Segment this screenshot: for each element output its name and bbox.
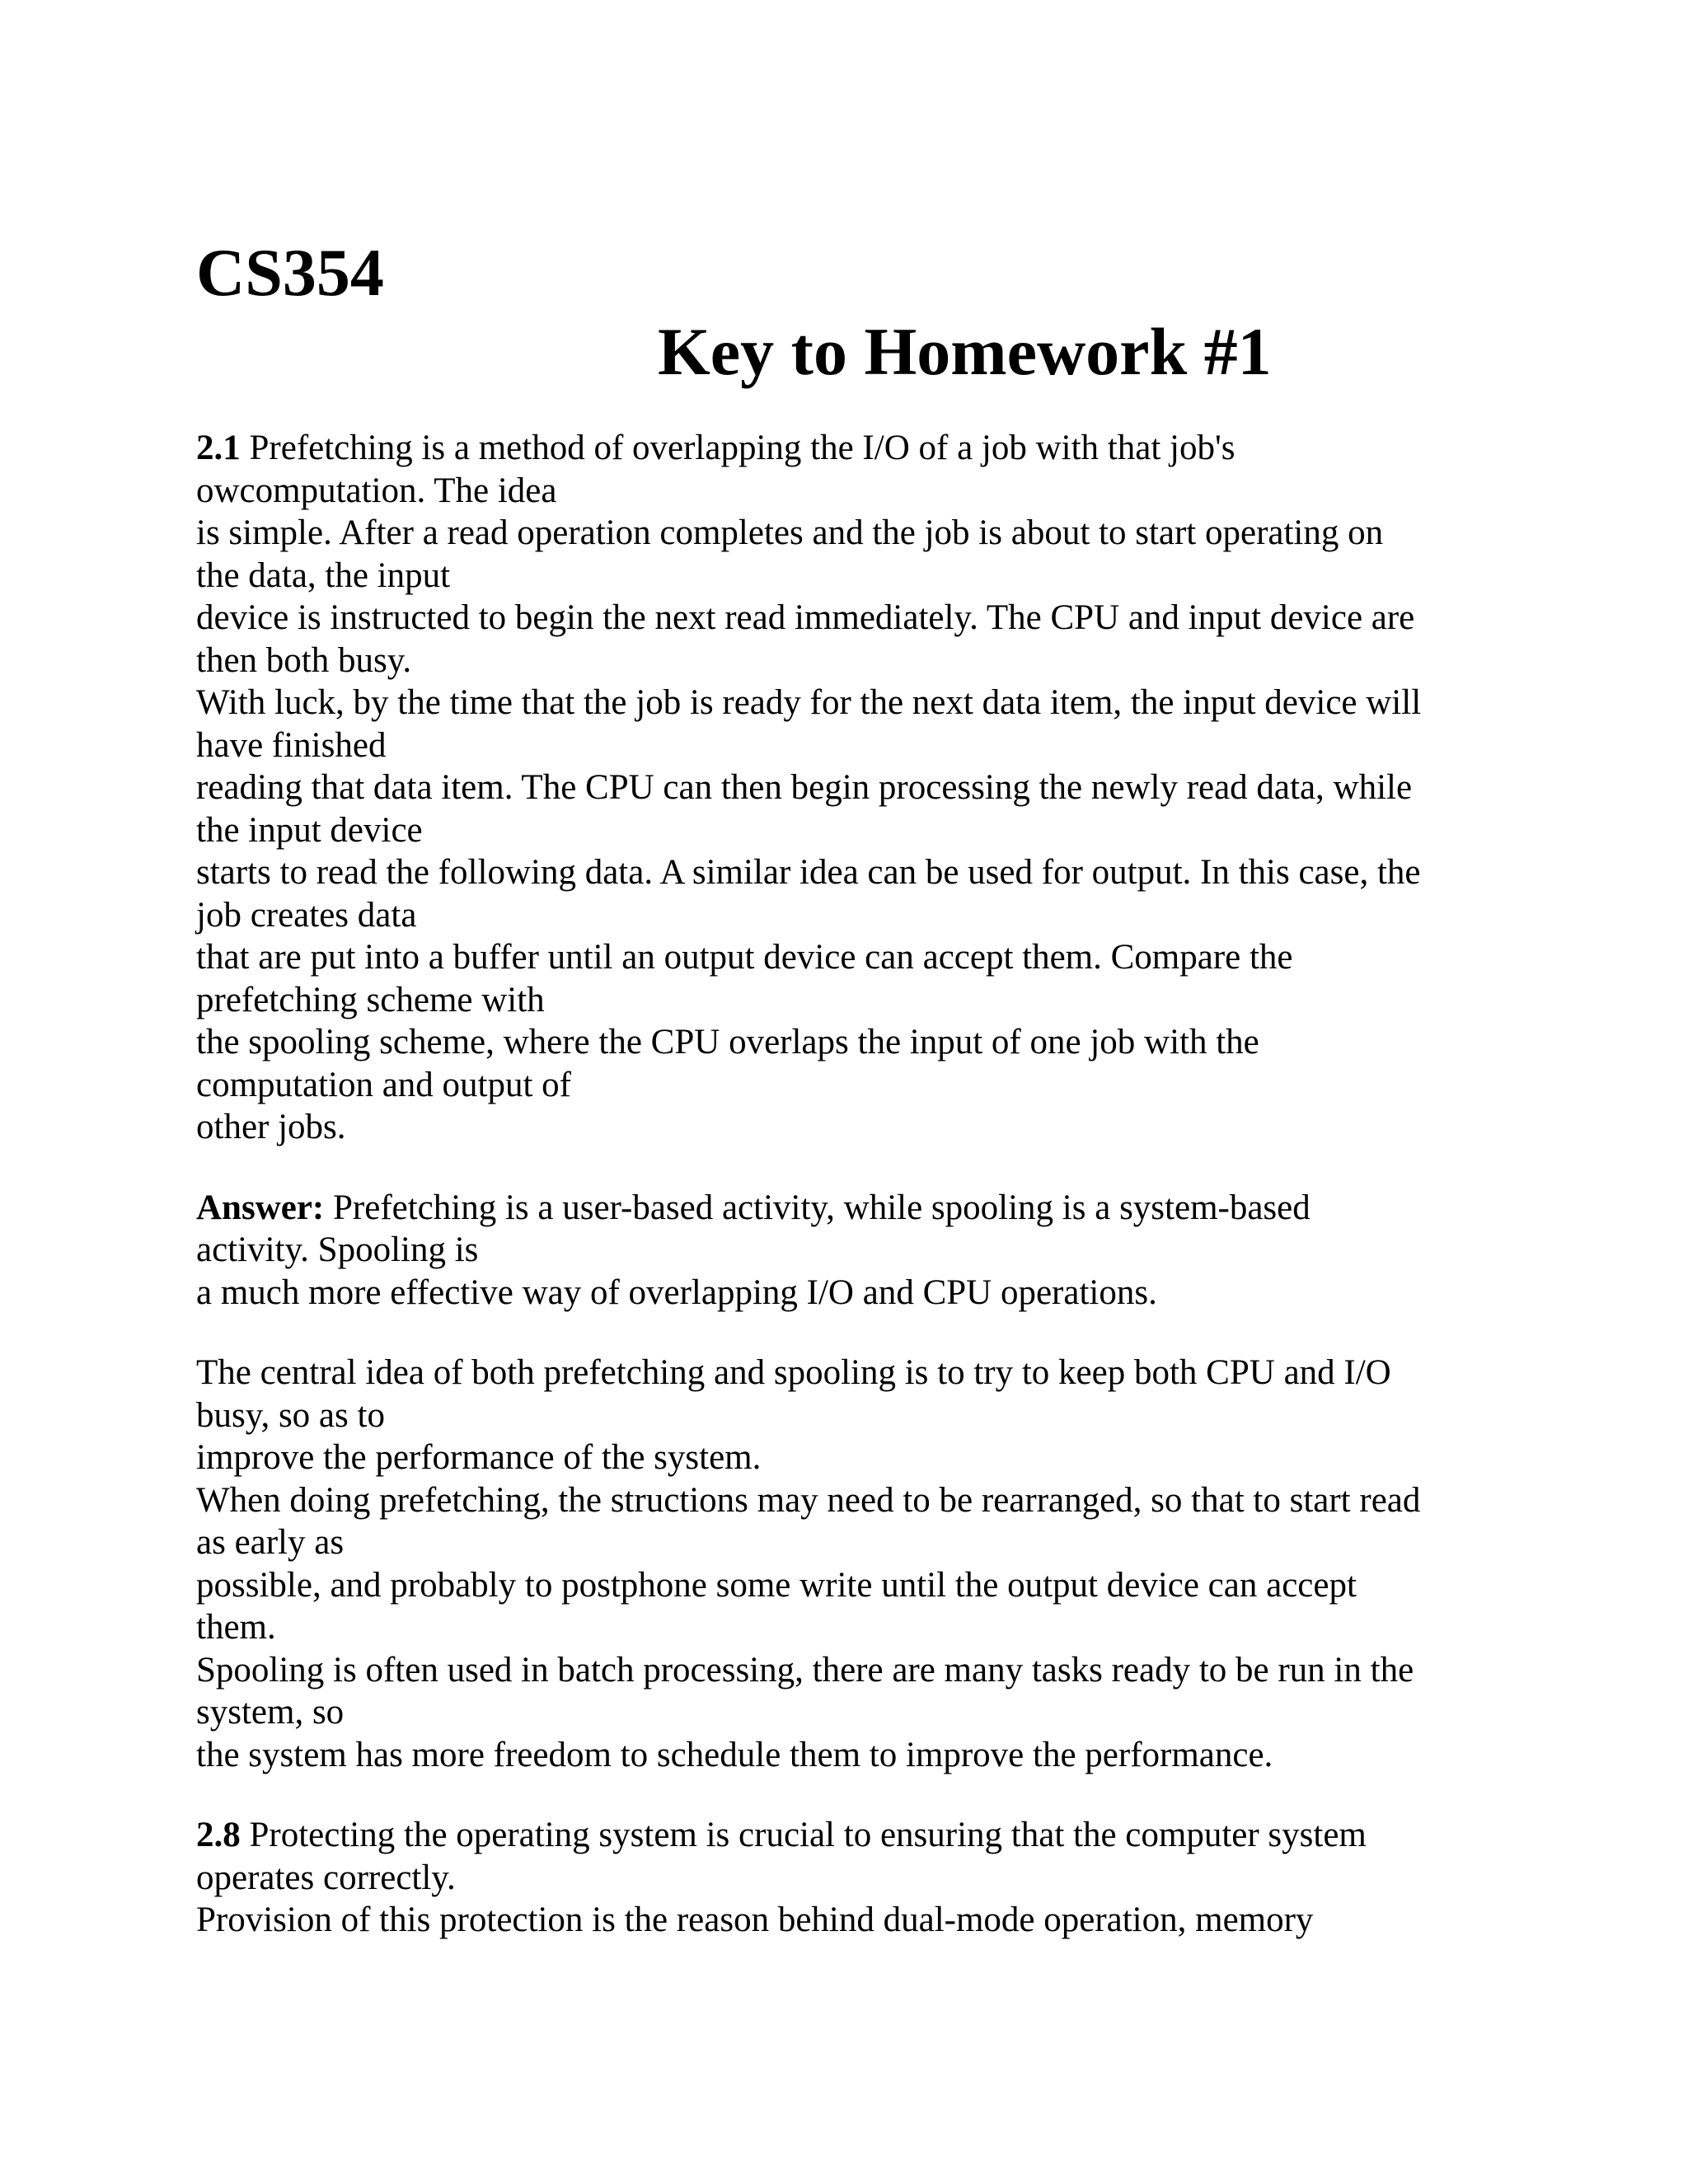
paragraph-line: When doing prefetching, the structions may need to be rearranged, so that to start read — [196, 1480, 1421, 1520]
paragraph-gap — [196, 1776, 1548, 1814]
paragraph-line: the system has more freedom to schedule them to improve the performance. — [196, 1735, 1273, 1774]
paragraph-line: is simple. After a read operation completes and the job is about to start operating on — [196, 513, 1384, 552]
question-2-8 — [196, 1814, 1548, 1942]
paragraph-line: reading that data item. The CPU can then begin processing the newly read data, while — [196, 768, 1413, 807]
paragraph-line: as early as — [196, 1523, 345, 1562]
paragraph-line: the data, the input — [196, 555, 451, 595]
answer-label: Answer: — [196, 1188, 325, 1227]
paragraph-line: operates correctly. — [196, 1858, 456, 1897]
paragraph-line: improve the performance of the system. — [196, 1438, 762, 1477]
paragraph-line: device is instructed to begin the next read immediately. The CPU and input device are — [196, 598, 1415, 637]
question-2-1 — [196, 427, 1548, 1149]
paragraph-line: busy, so as to — [196, 1395, 385, 1435]
paragraph-gap — [196, 1149, 1548, 1187]
paragraph-line: computation and output of — [196, 1065, 572, 1104]
paragraph-line: the spooling scheme, where the CPU overlaps the input of one job with the — [196, 1023, 1259, 1062]
paragraph-line: other jobs. — [196, 1108, 346, 1146]
paragraph-line: possible, and probably to postphone some write until the output device can accept — [196, 1565, 1357, 1605]
paragraph-line: job creates data — [196, 895, 417, 935]
course-code: CS354 — [196, 235, 384, 310]
answer-explanation — [196, 1352, 1548, 1776]
paragraph-line: The central idea of both prefetching and spooling is to try to keep both CPU and I/O — [196, 1353, 1391, 1392]
paragraph-line: activity. Spooling is — [196, 1230, 479, 1269]
paragraph-line: owcomputation. The idea — [196, 471, 557, 510]
paragraph-line: Provision of this protection is the reason behind dual-mode operation, memory — [196, 1900, 1314, 1939]
paragraph-line: 2.1 Prefetching is a method of overlapping the I/O of a job with that job's — [196, 429, 1236, 467]
paragraph-line: the input device — [196, 810, 423, 850]
paragraph-line: system, so — [196, 1693, 345, 1732]
paragraph-line: Answer: Prefetching is a user-based activity, while spooling is a system-based — [196, 1188, 1311, 1227]
document-title: Key to Homework #1 — [658, 314, 1272, 389]
paragraph-line: prefetching scheme with — [196, 980, 545, 1019]
paragraph-line: then both busy. — [196, 640, 412, 680]
paragraph-line: a much more effective way of overlapping I/O and CPU operations. — [196, 1272, 1157, 1312]
document-body — [196, 427, 1548, 1942]
paragraph-line: starts to read the following data. A similar idea can be used for output. In this case, the — [196, 853, 1421, 892]
paragraph-line: 2.8 Protecting the operating system is crucial to ensuring that the computer system — [196, 1816, 1367, 1854]
paragraph-line: them. — [196, 1608, 276, 1647]
paragraph-line: With luck, by the time that the job is ready for the next data item, the input device will — [196, 683, 1422, 722]
paragraph-line: Spooling is often used in batch processing, there are many tasks ready to be run in the — [196, 1650, 1414, 1690]
paragraph-line: have finished — [196, 725, 387, 765]
question-number: 2.8 — [196, 1816, 241, 1854]
answer-2-1 — [196, 1187, 1548, 1315]
paragraph-gap — [196, 1314, 1548, 1352]
paragraph-line: that are put into a buffer until an output device can accept them. Compare the — [196, 938, 1293, 977]
question-number: 2.1 — [196, 429, 241, 467]
